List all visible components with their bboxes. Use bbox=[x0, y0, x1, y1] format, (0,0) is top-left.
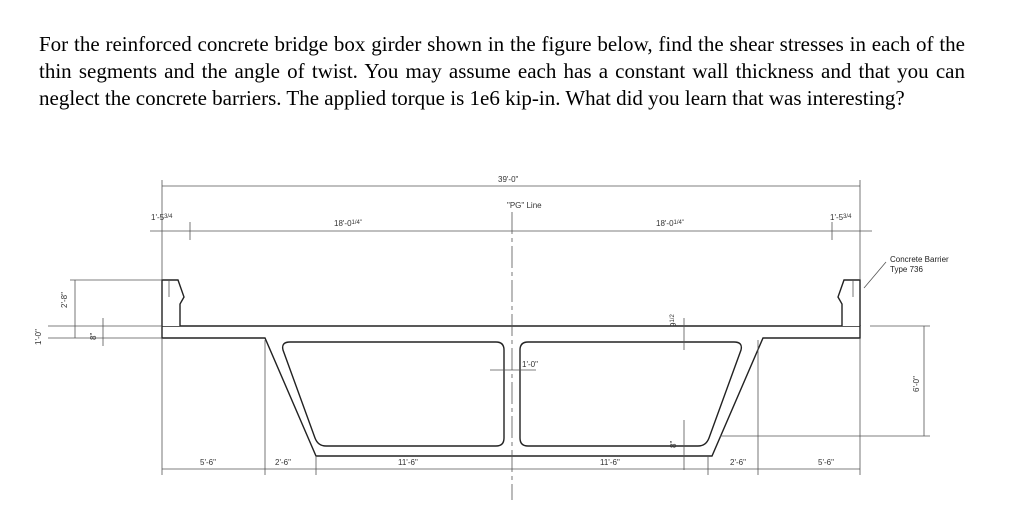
overall-width-label: 39'-0" bbox=[498, 175, 519, 184]
barrier-right-width-label: $1'-5^{3/4}$ bbox=[830, 213, 852, 222]
barrier-left-width-label: $1'-5^{3/4}$ bbox=[151, 213, 173, 222]
question-text: For the reinforced concrete bridge box girder shown in the figure below, find the shear stresses in each of the thin segments and the angle of twist. You may assume each has a constant wall thickness and that you can neglect the concrete barriers. The applied torque is 1e6 kip-in. What did you learn that was interesting? bbox=[39, 32, 965, 110]
barrier-callout-line1: Concrete Barrier bbox=[890, 255, 949, 264]
pg-line-label: "PG" Line bbox=[507, 201, 542, 210]
bottom-seg3-label: 11'-6" bbox=[398, 458, 418, 467]
right-concrete-barrier bbox=[838, 280, 860, 326]
web-thickness-label: 1'-0" bbox=[522, 360, 538, 369]
half-width-left-label: $18'-0^{1/4"}$ bbox=[334, 219, 363, 228]
deck-thickness-label: 8" bbox=[89, 332, 98, 340]
bottom-seg6-label: 5'-6" bbox=[818, 458, 834, 467]
half-width-right-label: $18'-0^{1/4"}$ bbox=[656, 219, 685, 228]
bottom-seg4-label: 11'-6" bbox=[600, 458, 620, 467]
bottom-seg1-label: 5'-6" bbox=[200, 458, 216, 467]
left-concrete-barrier bbox=[162, 280, 184, 326]
bottom-seg2-label: 2'-6" bbox=[275, 458, 291, 467]
barrier-callout-line2: Type 736 bbox=[890, 265, 923, 274]
deck-outer-thickness-label: 1'-0" bbox=[34, 329, 43, 345]
right-cell-outline bbox=[520, 342, 741, 446]
bottom-slab-thickness-label: 8" bbox=[669, 440, 678, 448]
barrier-height-label: 2'-8" bbox=[60, 292, 69, 308]
left-cell-outline bbox=[283, 342, 504, 446]
bottom-seg5-label: 2'-6" bbox=[730, 458, 746, 467]
girder-depth-label: 6'-0" bbox=[912, 376, 921, 392]
girder-outer-outline bbox=[162, 326, 860, 456]
deck-inner-thickness-label: $9^{1/2}$ bbox=[669, 314, 678, 327]
